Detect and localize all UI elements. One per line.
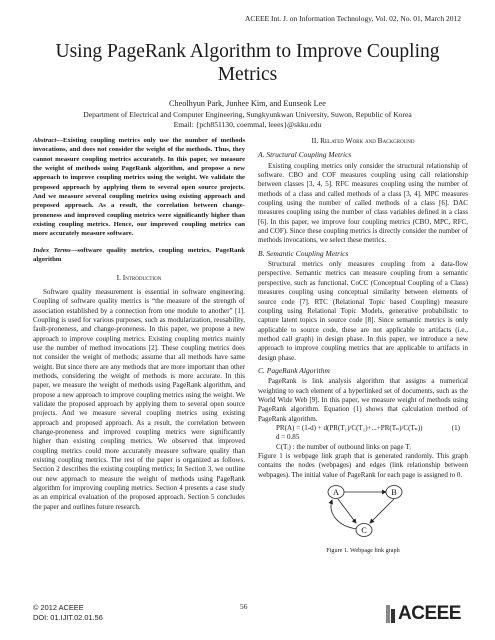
logo-mark-icon [384,604,398,624]
link-graph-svg [258,480,468,544]
equation-d-value: d = 0.85 [276,433,300,442]
index-terms [33,246,245,265]
authors: Cheolhyun Park, Junhee Kim, and Eunseok Lee [169,99,326,108]
pagerank-paragraph: PageRank is link analysis algorithm that assigns a numerical weighting to each element of a hyperlinked set of documents, such as the World Wide Web [9]. In this paper, we measure weight of methods using PageRank algorithm. Equation (1) shows that calculation method of PageRank algorithm. [258,377,468,423]
running-head: ACEEE Int. J. on Information Technology, Vol. 02, No. 01, March 2012 [244,14,461,23]
subsection-heading-structural: A. Structural Coupling Metrics [258,150,352,160]
index-terms-label: Index Terms [33,246,71,254]
introduction-paragraph: Software quality measurement is essential in software engineering. Coupling of software quality metrics is “the measure of the strength of association established by a connection from one module to another” [1]. Coupling is used for various purposes, such as modularization, reusability, fault-proneness, and change-proneness. In this paper, we propose a new approach to improve coupling metrics. Existing coupling metrics mainly use the number of method invocations [2]. These coupling metrics does not consider the weight of methods; assume that all methods have same weight. But since there are any methods that are more important than other methods, considering the weight of methods is more accurate. In this paper, we measure the weight of methods using PageRank algorithm, and propose a new approach to improve coupling metrics using the weight. We validate the proposed approach by applying them to several open source projects. And we measure several coupling metrics using existing approach and proposed approach. As a result, the correlation between change-proneness and improved coupling metrics were significantly higher than existing coupling metrics. We observed that improved coupling metrics could more accurately measure software quality than existing coupling metrics. The rest of the paper is organized as follows. Section 2 describes the existing coupling metrics; In Section 3, we outline our new approach to measure the weight of methods using PageRank algorithm for improving coupling metrics. Section 4 presents a case study as an empirical evaluation of the proposed approach. Section 5 concludes the paper and outlines future research. [33,287,245,511]
section-heading-introduction: I. Introduction [116,273,162,283]
aceee-logo [384,604,461,624]
affiliation: Department of Electrical and Computer Engineering, Sungkyunkwan University, Suwon, Republic of Korea [83,110,412,119]
logo-text: ACEEE [398,603,461,624]
author-email: Email: {pch851130, coemmal, leees}@skku.edu [173,120,322,129]
edge-c-to-a [331,500,357,529]
paper-title [0,40,495,86]
semantic-paragraph: Structural metrics only measures coupling from a data-flow perspective. Semantic metrics can measure coupling from a semantic perspective, such as functional. CoCC (Conceptual Coupling of a Class) measures coupling using conceptual similarity between elements of source code [7]. RTC (Relational Topic based Coupling) measure coupling using Relational Topic Models, generative probabilistic to capture latent topics in source code [8]. Since semantic metrics is only applicable to source code, these are not applicable to artifacts (i.e., method call graph) in design phase. In this paper, we introduce a new approach to improve coupling metrics that are applicable to artifacts in design phase. [258,260,468,362]
title-line-2: Metrics [217,64,278,85]
footer-doi: DOI: 01.IJIT.02.01.56 [33,613,103,622]
node-a-label: A [333,488,339,498]
abstract-label: Abstract [33,137,57,144]
right-column [258,136,468,555]
subsection-heading-pagerank: C. PageRank Algorithm [258,365,330,375]
node-b-label: B [391,488,397,498]
section-heading-related-work: II. Related Work and Background [311,136,415,145]
equation-1 [258,424,468,433]
edge-a-to-c [338,499,356,523]
footer-copyright: © 2012 ACEEE [33,603,84,612]
page-number: 56 [240,602,248,611]
structural-paragraph: Existing coupling metrics only consider the structural relationship of software. CBO and COF measures coupling using call relationship between classes [3, 4, 5]. RFC measures coupling using the number of methods of a class and called methods of a class [3, 4]. MPC measures coupling using the number of called methods of a class [6]. DAC measures coupling using the number of class variables defined in a class [6]. In this paper, we improve four coupling metrics (CBO, MPC, RFC, and COF). Since these coupling metrics is directly consider the number of methods invocations, we select these metrics. [258,161,468,245]
node-c-label: C [361,526,367,536]
equation-formula: PR(A) = (1-d) + d(PR(T₁)/C(T₁)+...+PR(Tₙ)/C(Tₙ)) [276,423,423,432]
index-terms-body: —software quality metrics, coupling metrics, PageRank algorithm [33,246,245,264]
webpage-link-graph [258,480,468,544]
figure-caption: Figure 1. Webpage link graph [326,547,400,555]
title-line-1: Using PageRank Algorithm to Improve Coupling [55,41,440,62]
figure-description-paragraph: Figure 1 is webpage link graph that is generated randomly. This graph contains the nodes (webpages) and edges (link relationship between webpages). The initial value of PageRank for each page is assigned to 0. [258,452,468,479]
equation-ct-definition: C(Tᵢ) : the number of outbound links on page Tᵢ [276,442,411,451]
edge-b-to-c [370,499,394,523]
abstract-body: —Existing coupling metrics only use the number of methods invocations, and does not consider the weight of the methods. Thus, they cannot measure coupling metrics accurately. In this paper, we measure the weight of methods using PageRank algorithm, and propose a new approach to improve coupling metrics using the weight. We validate the proposed approach by applying them to several open source projects. And we measure several coupling metrics using existing approach and proposed approach. As a result, the correlation between change-proneness and improved coupling metrics were significantly higher than existing coupling metrics. Hence, our improved coupling metrics can more accurately measure software. [33,137,245,238]
subsection-heading-semantic: B. Semantic Coupling Metrics [258,248,349,258]
abstract [33,136,245,239]
left-column [33,136,245,512]
equation-number: (1) [451,423,460,432]
